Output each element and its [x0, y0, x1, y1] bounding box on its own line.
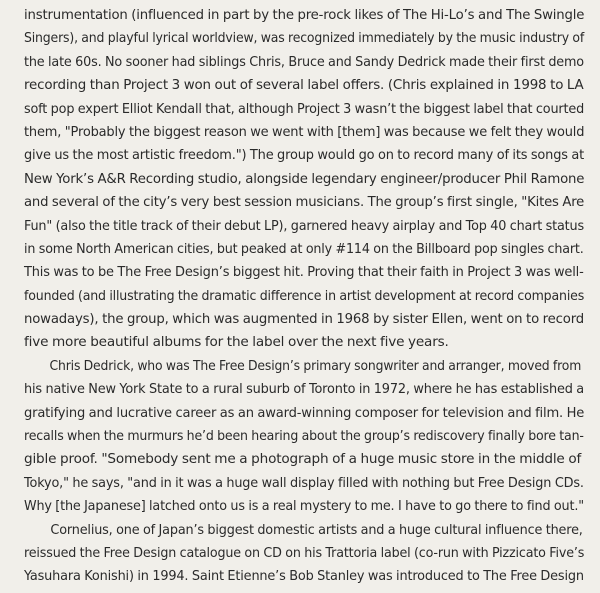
- text-line: gible proof. "Somebody sent me a photograph of a huge music store in the middle of: [24, 451, 582, 468]
- text-line: and several of the city’s very best session musicians. The group’s first single, "Kites Are: [24, 194, 585, 211]
- paragraph-start-line: Cornelius, one of Japan’s biggest domestic artists and a huge cultural influence there,: [50, 521, 583, 538]
- text-line: soft pop expert Elliot Kendall that, although Project 3 wasn’t the biggest label that courted: [24, 100, 585, 117]
- text-line: founded (and illustrating the dramatic difference in artist development at record companies: [24, 287, 585, 304]
- text-line: the late 60s. No sooner had siblings Chris, Bruce and Sandy Dedrick made their first demo: [24, 53, 584, 70]
- text-line: Why [the Japanese] latched onto us is a real mystery to me. I have to go there to find out.": [24, 498, 584, 515]
- text-line: recording than Project 3 won out of several label offers. (Chris explained in 1998 to LA: [24, 77, 584, 94]
- text-line: nowadays), the group, which was augmented in 1968 by sister Ellen, went on to record: [24, 311, 584, 328]
- text-line: Yasuhara Konishi) in 1994. Saint Etienne’s Bob Stanley was introduced to The Free Design: [24, 568, 584, 585]
- text-line: Tokyo," he says, "and in it was a huge wall display filled with nothing but Free Design CDs.: [24, 474, 584, 491]
- text-line: in some North American cities, but peaked at only #114 on the Billboard pop singles chart.: [24, 240, 584, 257]
- text-line: his native New York State to a rural suburb of Toronto in 1972, where he has established a: [24, 381, 584, 398]
- text-line: give us the most artistic freedom.") The group would go on to record many of its songs at: [24, 147, 585, 164]
- paragraph-start-line: Chris Dedrick, who was The Free Design’s primary songwriter and arranger, moved from: [49, 357, 582, 374]
- text-line: recalls when the murmurs he’d been hearing about the group’s rediscovery finally bore tan-: [24, 428, 584, 445]
- text-line: Fun" (also the title track of their debut LP), garnered heavy airplay and Top 40 chart status: [24, 217, 584, 234]
- text-line: This was to be The Free Design’s biggest hit. Proving that their faith in Project 3 was well-: [24, 264, 584, 281]
- text-line: them, "Probably the biggest reason we went with [them] was because we felt they would: [24, 123, 585, 140]
- body-text: [24, 4, 584, 589]
- text-line: instrumentation (influenced in part by the pre-rock likes of The Hi-Lo’s and The Swingle: [24, 7, 585, 23]
- text-line: gratifying and lucrative career as an award-winning composer for television and film. He: [24, 404, 585, 421]
- text-line: New York’s A&R Recording studio, alongside legendary engineer/producer Phil Ramone: [24, 170, 585, 187]
- text-line: reissued the Free Design catalogue on CD on his Trattoria label (co-run with Pizzicato Five’s: [24, 544, 585, 561]
- text-line: Singers), and playful lyrical worldview, was recognized immediately by the music industry of: [24, 30, 585, 47]
- text-line: five more beautiful albums for the label over the next five years.: [24, 334, 449, 351]
